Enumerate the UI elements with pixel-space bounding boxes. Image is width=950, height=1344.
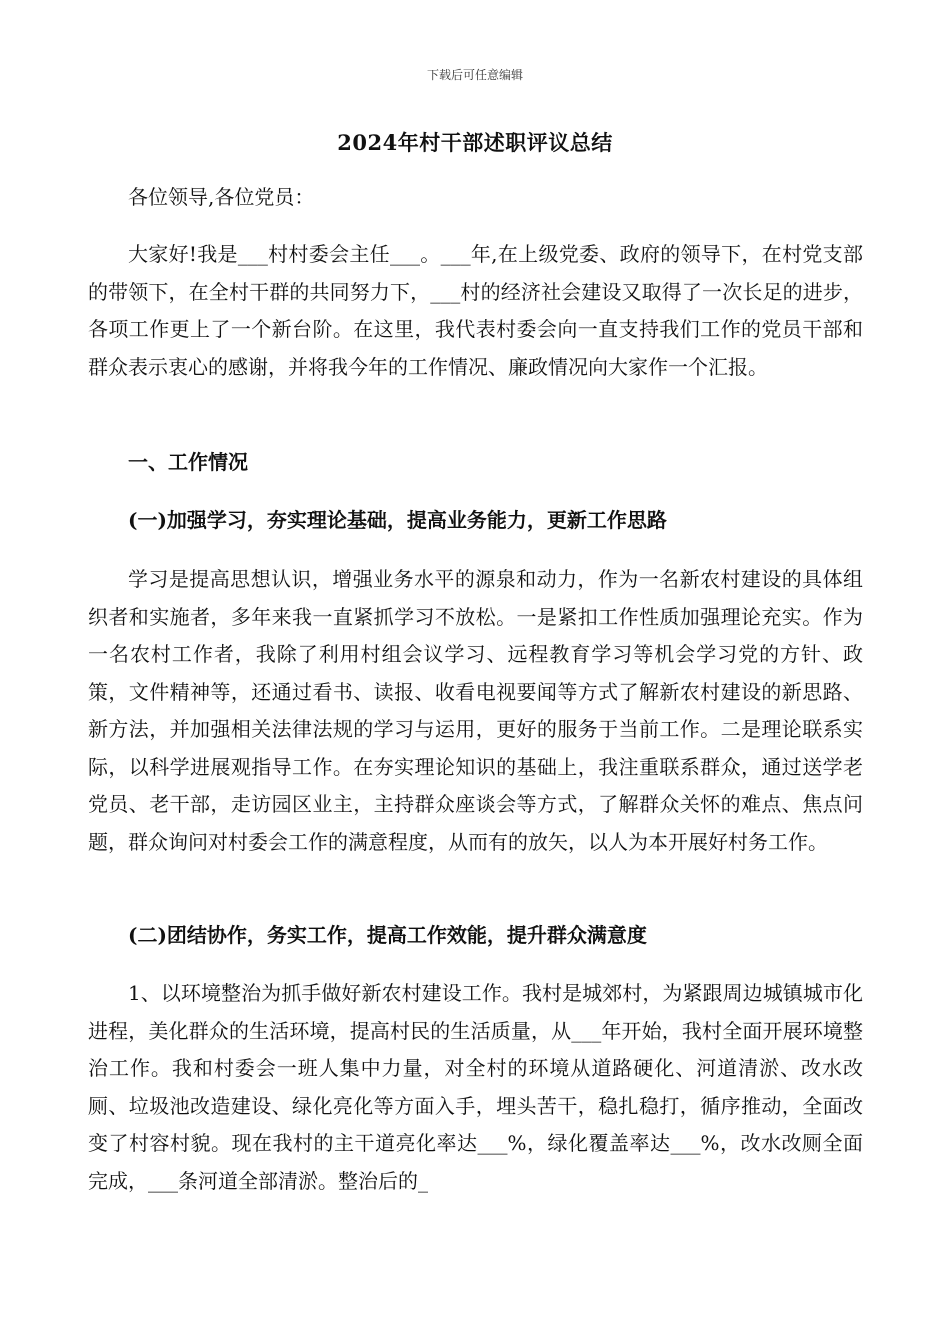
subsection-heading-study: (一)加强学习，夯实理论基础，提高业务能力，更新工作思路 xyxy=(128,508,667,532)
intro-paragraph: 大家好!我是___村村委会主任___。___年,在上级党委、政府的领导下，在村党支部的带领下，在全村干群的共同努力下，___村的经济社会建设又取得了一次长足的进步，各项工作更上了一个新台阶。在这里，我代表村委会向一直支持我们工作的党员干部和群众表示衷心的感谢，并将我今年的工作情况、廉政情况向大家作一个汇报。 xyxy=(88,242,863,379)
study-paragraph: 学习是提高思想认识，增强业务水平的源泉和动力，作为一名新农村建设的具体组织者和实施者，多年来我一直紧抓学习不放松。一是紧扣工作性质加强理论充实。作为一名农村工作者，我除了利用村组会议学习、远程教育学习等机会学习党的方针、政策，文件精神等，还通过看书、读报、收看电视要闻等方式了解新农村建设的新思路、新方法，并加强相关法律法规的学习与运用，更好的服务于当前工作。二是理论联系实际，以科学进展观指导工作。在夯实理论知识的基础上，我注重联系群众，通过送学老党员、老干部，走访园区业主，主持群众座谈会等方式，了解群众关怀的难点、焦点问题，群众询问对村委会工作的满意程度，从而有的放矢，以人为本开展好村务工作。 xyxy=(88,567,863,854)
header-note: 下载后可任意编辑 xyxy=(426,68,523,82)
section-heading-work-situation: 一、工作情况 xyxy=(128,450,248,474)
subsection-heading-cooperation: (二)团结协作，务实工作，提高工作效能，提升群众满意度 xyxy=(128,923,647,947)
environment-paragraph: 1、以环境整治为抓手做好新农村建设工作。我村是城郊村，为紧跟周边城镇城市化进程，美化群众的生活环境，提高村民的生活质量，从___年开始，我村全面开展环境整治工作。我和村委会一班人集中力量，对全村的环境从道路硬化、河道清淤、改水改厕、垃圾池改造建设、绿化亮化等方面入手，埋头苦干，稳扎稳打，循序推动，全面改变了村容村貌。现在我村的主干道亮化率达___%，绿化覆盖率达___%，改水改厕全面完成，___条河道全部清淤。整治后的_ xyxy=(88,981,863,1193)
document-title: 2024年村干部述职评议总结 xyxy=(337,130,613,155)
salutation: 各位领导,各位党员： xyxy=(128,185,315,209)
